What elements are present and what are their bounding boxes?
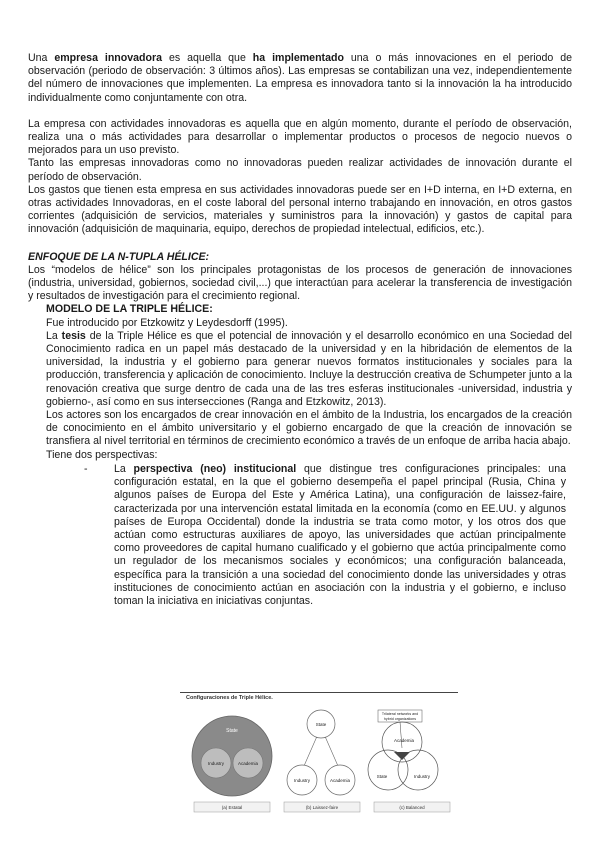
paragraph-tesis: La tesis de la Triple Hélice es que el potencial de innovación y el desarrollo económico en una Sociedad del Conocimiento radica en un papel más destacado de la universidad y en la hibridación de elementos de la universidad, la industria y el gobierno para generar nuevos formatos institucionales y sociales para la producción, transferencia y aplicación de conocimiento. Incluye la destrucción creativa de Schumpeter junto a la renovación creativa que surge dentro de cada una de las tres esferas institucionales -universidad, industria y gobierno-, así como en sus intersecciones (Ranga and Etzkowitz, 2013).	[46, 329, 572, 408]
label-academia: Academia	[393, 738, 415, 743]
bold-term: empresa innovadora	[54, 52, 162, 64]
pointer-line	[400, 722, 402, 748]
intersection-mark	[394, 752, 410, 760]
label-industry: Industry	[413, 774, 431, 779]
paragraph-perspectivas: Tiene dos perspectivas:	[46, 448, 158, 461]
list-item	[28, 463, 572, 608]
figure-diagrams	[180, 690, 458, 848]
paragraph-gastos: Los gastos que tienen esta empresa en sus actividades innovadoras puede ser en I+D interna, en I+D externa, en otras actividades Innovadoras, en el coste laboral del personal interno trabajando en innovación, en otros gastos corrientes (adquisición de servicios, materiales y suministros para la innovación) y gastos de capital para innovación (adquisición de maquinaria, equipo, derechos de propiedad intelectual, edificios, etc.).	[28, 183, 572, 236]
label-industry: Industry	[293, 778, 311, 783]
label-industry: Industry	[207, 761, 225, 766]
caption-c: (c) Balanced	[399, 805, 425, 810]
figure-title: Configuraciones de Triple Hélice.	[186, 695, 273, 701]
caption-b: (b) Laissez-faire	[305, 805, 339, 810]
caption-a: (a) Estatal	[221, 805, 243, 810]
bullet-text: La perspectiva (neo) institucional que distingue tres configuraciones principales: una configuración estatal, en la que el gobierno desempeña el papel principal (Rusia, China y algunos países de Europa del Este y América Latina), una configuración de laissez-faire, caracterizada por una intervención estatal limitada en la economía (como en EE.UU. y algunos países de Europa Occidental) donde la industria se trata como motor, y los otros dos que actúan como estructuras auxiliares de apoyo, las universidades que actúan principalmente como proveedores de capital humano cualificado y el gobierno que actúa principalmente como un regulador de los mecanismos sociales y económicos; una configuración balanceada, específica para la transición a una sociedad del conocimiento donde las universidades y otras instituciones de conocimiento actúan en asociación con la industria y el gobierno, e incluso toman la iniciativa en iniciativas conjuntas.	[114, 462, 566, 607]
bullet-dash: -	[84, 462, 88, 475]
paragraph-tanto-empresas: Tanto las empresas innovadoras como no innovadoras pueden realizar actividades de innovación durante el período de observación.	[28, 157, 572, 183]
label-academia: Academia	[237, 761, 259, 766]
label-trilateral-2: hybrid organizations	[383, 717, 417, 721]
heading-n-tupla-helice: ENFOQUE DE LA N-TUPLA HÉLICE:	[28, 250, 210, 263]
label-state: State	[376, 774, 388, 779]
bold-term: perspectiva (neo) institucional	[133, 462, 297, 475]
label-state: State	[226, 728, 238, 734]
triple-helix-figure	[180, 690, 458, 848]
diagram-laissez-faire	[284, 710, 360, 812]
label-academia: Academia	[329, 778, 351, 783]
paragraph-introducido: Fue introducido por Etzkowitz y Leydesdorff (1995).	[46, 316, 288, 329]
document-body	[28, 52, 572, 608]
connector-line	[324, 734, 338, 766]
connector-line	[304, 734, 318, 766]
diagram-balanced	[368, 710, 450, 812]
paragraph-empresa-innovadora: Una empresa innovadora es aquella que ha implementado una o más innovaciones en el periodo de observación (periodo de observación: 3 últimos años). Las empresas se contabilizan una vez, independientemente del número de innovaciones que implementen. La empresa es innovadora tanto si la innovación la ha introducido individualmente como conjuntamente con otra.	[28, 52, 572, 104]
diagram-statist	[192, 716, 272, 812]
paragraph-actividades-innovadoras: La empresa con actividades innovadoras es aquella que en algún momento, durante el período de observación, realiza una o más actividades para desarrollar o implementar productos o procesos de negocio nuevos o mejorados para un uso previsto.	[28, 117, 572, 157]
heading-triple-helice: MODELO DE LA TRIPLE HÉLICE:	[46, 303, 213, 316]
label-trilateral-1: Trilateral networks and	[381, 712, 419, 716]
paragraph-actores: Los actores son los encargados de crear innovación en el ámbito de la Industria, los encargados de la creación de conocimiento en el ámbito universitario y el gobierno encargado de que la creación de innovación se transfiera al nivel territorial en términos de crecimiento económico a través de un enfoque de arriba hacia abajo.	[46, 409, 572, 448]
label-state: State	[315, 722, 327, 727]
paragraph-modelos-helice: Los “modelos de hélice” son los principales protagonistas de los procesos de generación de innovaciones (industria, universidad, gobiernos, sociedad civil,...) que interactúan para acelerar la transferencia de investigación y resultados de investigación para el crecimiento regional.	[28, 263, 572, 303]
bold-term: tesis	[61, 329, 86, 342]
bold-term: ha implementado	[252, 52, 344, 64]
